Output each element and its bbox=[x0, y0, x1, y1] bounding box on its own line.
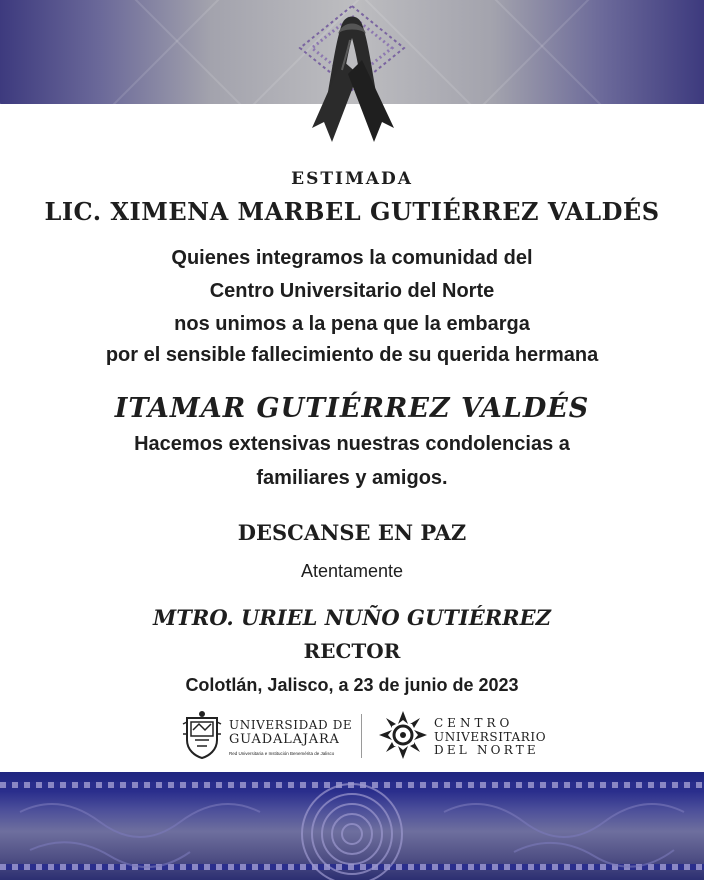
condolence-line: familiares y amigos. bbox=[256, 467, 448, 489]
cun-line2: UNIVERSITARIO bbox=[434, 730, 547, 744]
logo-divider bbox=[361, 714, 362, 758]
recipient-name: LIC. XIMENA MARBEL GUTIÉRREZ VALDÉS bbox=[44, 197, 660, 226]
band-ornament bbox=[0, 772, 704, 880]
udg-crest-icon bbox=[181, 710, 223, 760]
message-line: Centro Universitario del Norte bbox=[209, 280, 495, 302]
udg-tagline: Red Universitaria e Institución Benemérita de Jalisco bbox=[229, 751, 335, 756]
message-line: por el sensible fallecimiento de su querida hermana bbox=[105, 344, 599, 366]
salutation: ESTIMADA bbox=[291, 169, 413, 189]
cun-line1: CENTRO bbox=[434, 716, 514, 730]
signer-role: RECTOR bbox=[303, 639, 401, 663]
signer-name: MTRO. URIEL NUÑO GUTIÉRREZ bbox=[153, 605, 551, 630]
deceased-name: ITAMAR GUTIÉRREZ VALDÉS bbox=[114, 393, 590, 424]
cun-mark-icon bbox=[378, 710, 428, 760]
closing: Atentamente bbox=[300, 561, 404, 581]
place-date: Colotlán, Jalisco, a 23 de junio de 2023 bbox=[185, 675, 519, 695]
rest-in-peace: DESCANSE EN PAZ bbox=[237, 520, 467, 545]
mourning-ribbon-icon bbox=[292, 0, 412, 150]
condolence-line: Hacemos extensivas nuestras condolencias a bbox=[134, 433, 570, 455]
udg-line1: UNIVERSIDAD DE bbox=[229, 718, 353, 732]
cun-line3: DEL NORTE bbox=[434, 743, 539, 757]
bottom-decorative-band bbox=[0, 772, 704, 880]
message-line: nos unimos a la pena que la embarga bbox=[174, 313, 530, 335]
message-line: Quienes integramos la comunidad del bbox=[171, 247, 533, 269]
udg-line2: GUADALAJARA bbox=[229, 732, 340, 747]
